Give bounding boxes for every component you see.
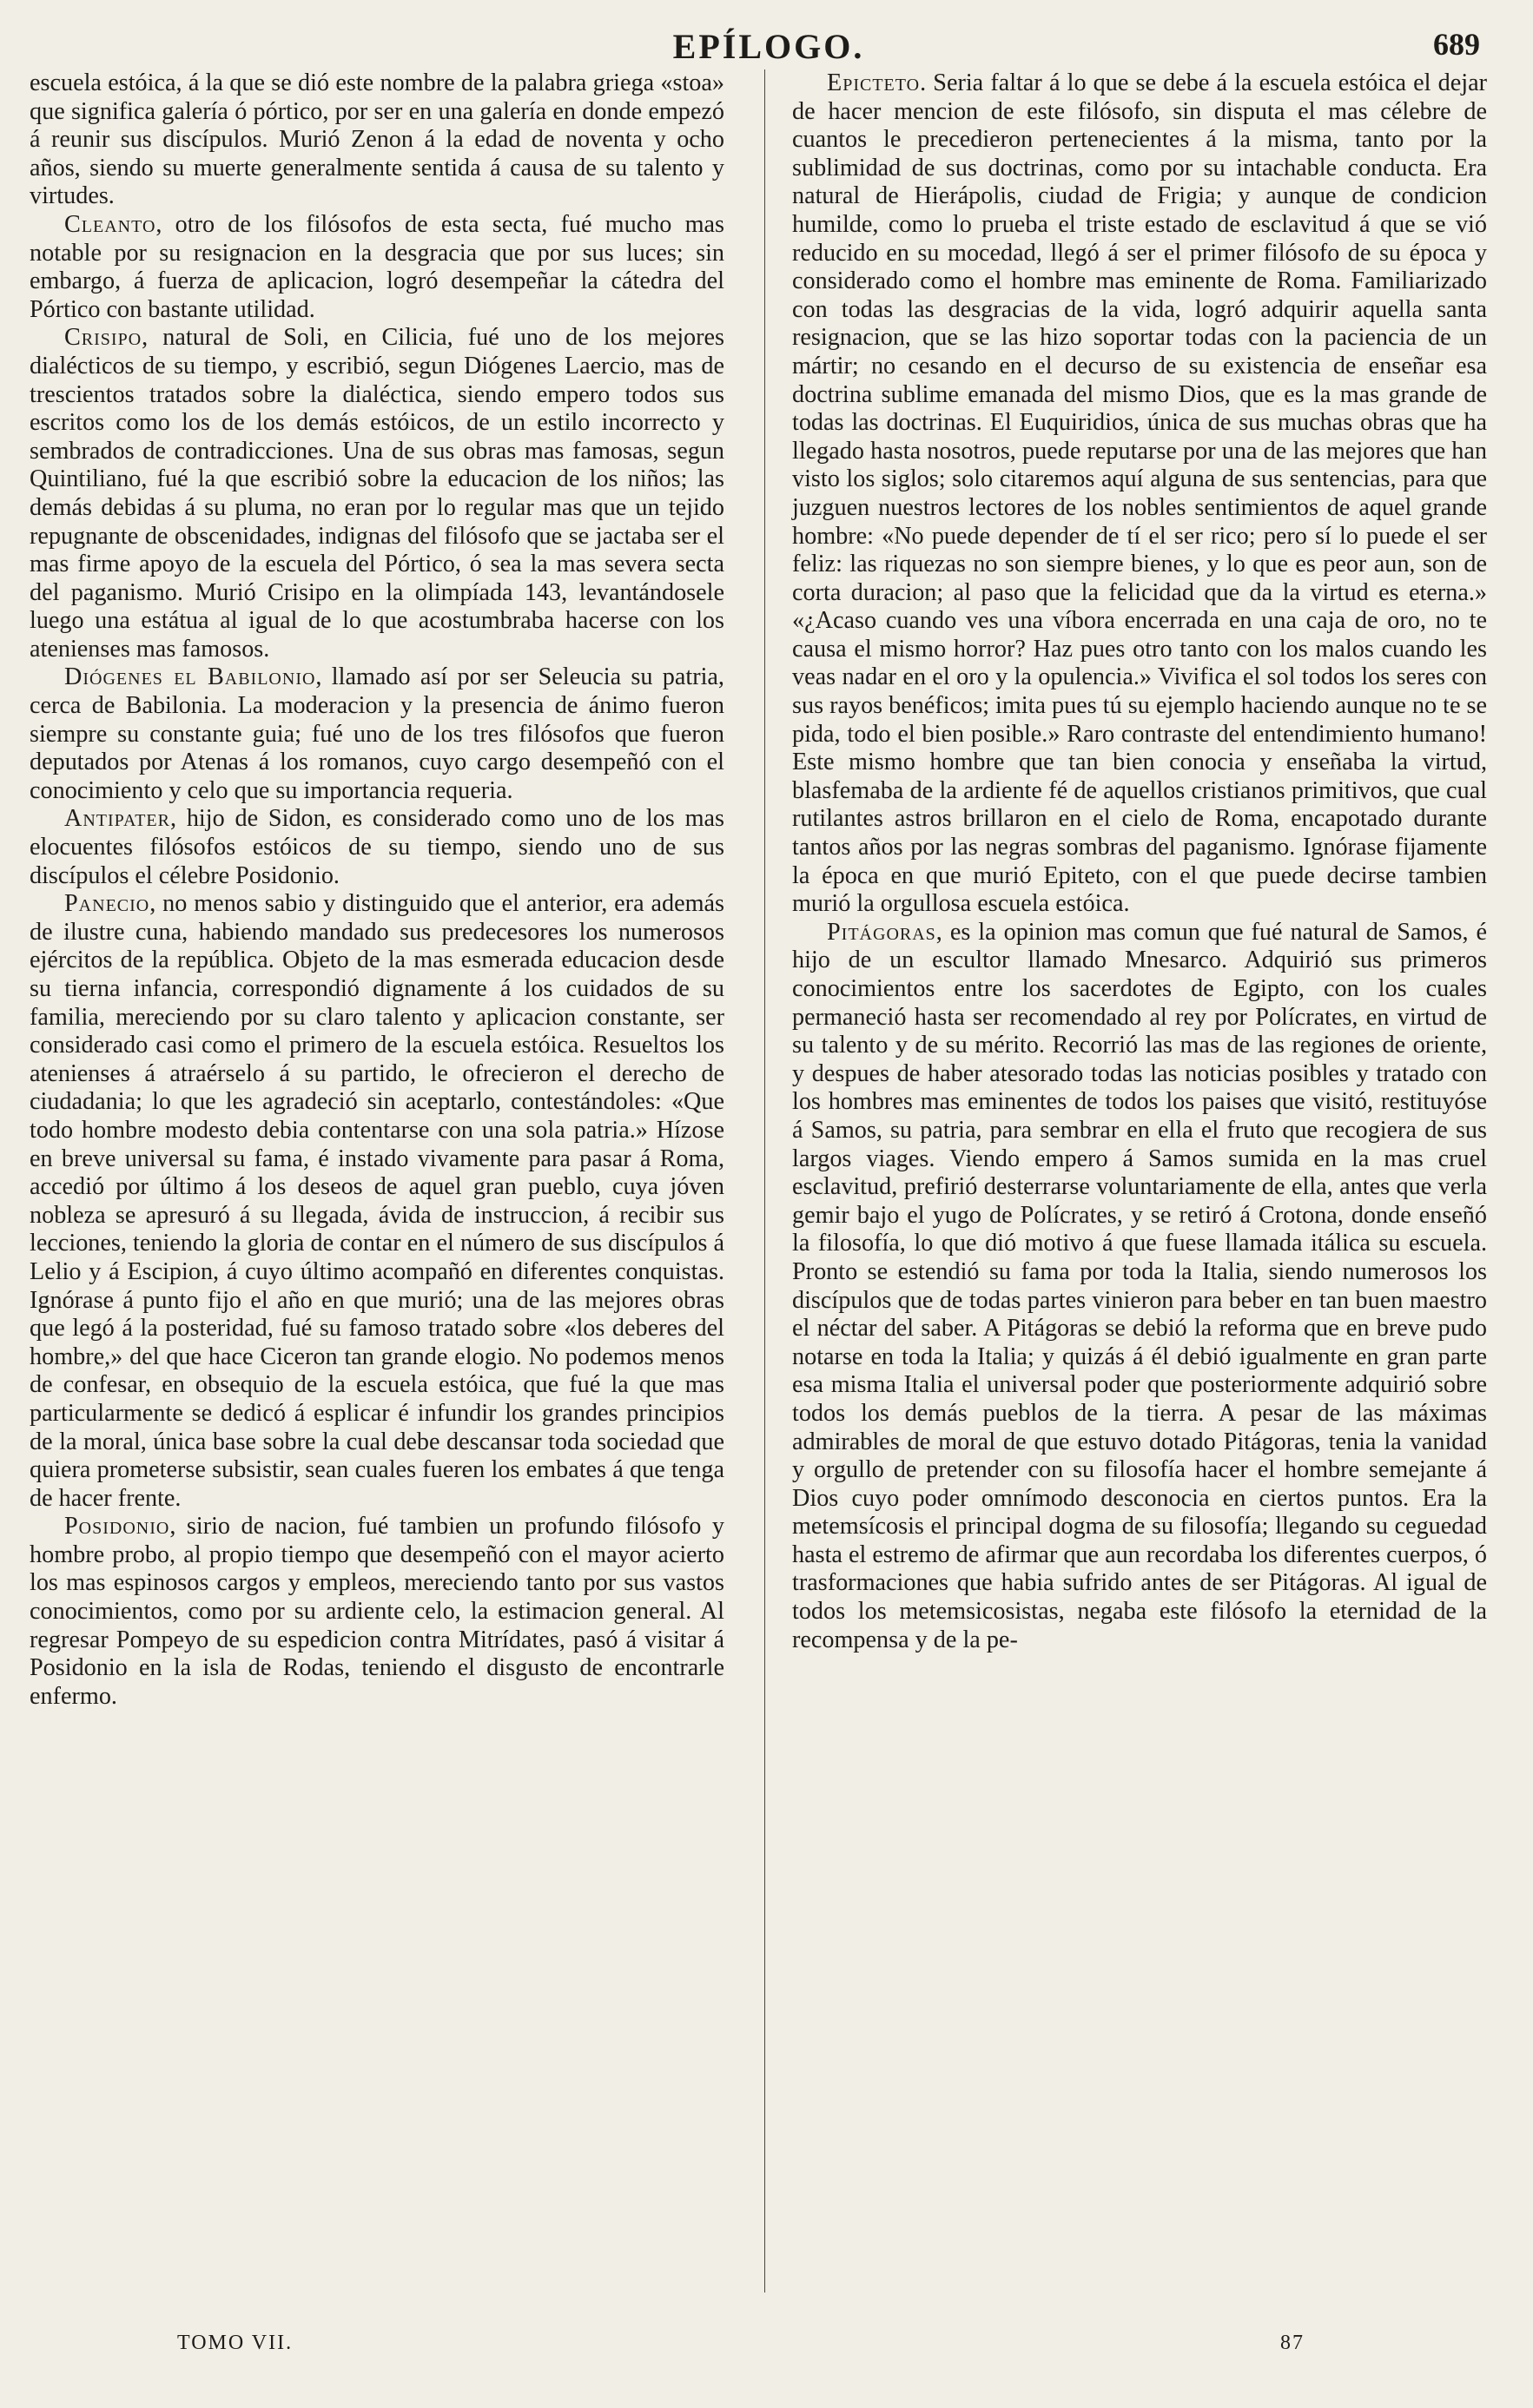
philosopher-name: Diógenes el Babilonio xyxy=(64,663,316,691)
page-number: 689 xyxy=(1433,27,1480,62)
philosopher-name: Crisipo xyxy=(64,324,142,352)
signature-mark: 87 xyxy=(1280,2332,1305,2354)
paragraph-text: . Seria faltar á lo que se debe á la escuela estóica el dejar de hacer mencion de este filósofo, sin disputa el mas célebre de cuantos le precedieron pertenecientes á la misma, tanto por la sublimidad de sus doctrinas, como por su intachable conducta. Era natural de Hierápolis, ciudad de Frigia; y aunque de condicion humilde, como lo prueba el triste estado de esclavitud á que se vió reducido en su mocedad, llegó á ser el primer filósofo de su época y considerado como el hombre mas eminente de Roma. Familiarizado con todas las desgracias de la vida, logró adquirir aquella santa resignacion, que se las hizo soportar todas con la paciencia de un mártir; no cesando en el decurso de su existencia de enseñar esa doctrina sublime emanada del mismo Dios, que es la mas grande de todas las doctrinas. El Euquiridios, única de sus muchas obras que ha llegado hasta nosotros, puede reputarse por una de las mejores que han visto los siglos; solo citaremos aquí alguna de sus sentencias, para que juzguen nuestros lectores de los nobles sentimientos de aquel grande hombre: «No puede depender de tí el ser rico; pero sí lo puede el ser feliz: las riquezas no son siempre bienes, y lo que es peor aun, son de corta duracion; al paso que la felicidad que da la virtud es eterna.» «¿Acaso cuando ves una víbora encerrada en una caja de oro, no te causa el mismo horror? Haz pues otro tanto con los malos cuando les veas nadar en el oro y la opulencia.» Vivifica el sol todos los seres con sus rayos benéficos; imita pues tú su ejemplo haciendo aunque no te se pida, todo el bien posible.» Raro contraste del entendimiento humano! Este mismo hombre que tan bien conocia y enseñaba la virtud, blasfemaba de la ardiente fé de aquellos cristianos primitivos, que cual rutilantes astros brillaron en el cielo de Roma, encapotado durante tantos años por las negras sombras del paganismo. Ignórase fijamente la época en que murió Epiteto, con el que puede decirse tambien murió la orgullosa escuela estóica. xyxy=(792,69,1488,918)
paragraph xyxy=(30,890,724,1513)
paragraph xyxy=(30,69,724,211)
paragraph-text: , es la opinion mas comun que fué natural de Samos, é hijo de un escultor llamado Mnesarco. Adquirió sus primeros conocimientos entre los sacerdotes de Egipto, con los cuales permaneció hasta ser recomendado al rey por Polícrates, en virtud de su talento y de su mérito. Recorrió las mas de las regiones de oriente, y despues de haber atesorado todas las noticias posibles y tratado con los hombres mas eminentes de todos los paises que visitó, restituyóse á Samos, su patria, para sembrar en ella el fruto que recogiera de sus largos viages. Viendo empero á Samos sumida en la mas cruel esclavitud, prefirió desterrarse voluntariamente de ella, antes que verla gemir bajo el yugo de Polícrates, y se retiró á Crotona, donde enseñó la filosofía, lo que dió motivo á que fuese llamada itálica su escuela. Pronto se estendió su fama por toda la Italia, siendo numerosos los discípulos que de todas partes vinieron para beber en tan buen maestro el néctar del saber. A Pitágoras se debió la reforma que en breve pudo notarse en toda la Italia; y quizás á él debió igualmente en gran parte esa misma Italia el universal poder que posteriormente adquirió sobre todos los demás pueblos de la tierra. A pesar de las máximas admirables de moral de que estuvo dotado Pitágoras, tenia la vanidad y orgullo de pretender con su filosofía hacer el hombre semejante á Dios cuyo poder omnímodo desconocia en ciertos puntos. Era la metemsícosis el principal dogma de su filosofía; llegando su ceguedad hasta el estremo de afirmar que aun recordaba los diferentes cuerpos, ó trasformaciones que habia sufrido antes de ser Pitágoras. Al igual de todos los metemsicosistas, negaba este filósofo la eternidad de la recompensa y de la pe- xyxy=(792,918,1487,1653)
philosopher-name: Pitágoras xyxy=(827,918,936,946)
philosopher-name: Cleanto xyxy=(64,210,156,238)
page-footer xyxy=(30,2332,1506,2366)
paragraph xyxy=(30,805,724,890)
paragraph xyxy=(30,663,724,805)
paragraph xyxy=(30,211,724,324)
paragraph-text: , hijo de Sidon, es considerado como uno de los mas elocuentes filósofos estóicos de su tiempo, siendo uno de sus discípulos el célebre Posidonio. xyxy=(30,805,724,889)
paragraph-text: , llamado así por ser Seleucia su patria, cerca de Babilonia. La moderacion y la presencia de ánimo fueron siempre su constante guia; fué uno de los tres filósofos que fueron deputados por Atenas á los romanos, cuyo cargo desempeñó con el conocimiento y celo que su importancia requeria. xyxy=(30,663,724,804)
paragraph xyxy=(792,919,1487,1654)
philosopher-name: Epicteto xyxy=(827,69,921,96)
paragraph xyxy=(30,1513,724,1711)
right-column xyxy=(792,69,1487,1654)
text-columns xyxy=(30,69,1506,2310)
running-title: EPÍLOGO. xyxy=(672,27,865,66)
paragraph xyxy=(792,69,1487,919)
philosopher-name: Posidonio xyxy=(64,1513,170,1540)
paragraph xyxy=(30,324,724,663)
paragraph-text: , no menos sabio y distinguido que el anterior, era además de ilustre cuna, habiendo mandado sus predecesores los numerosos ejércitos de la república. Objeto de la mas esmerada educacion desde su tierna infancia, correspondió dignamente á los cuidados de su familia, mereciendo por su claro talento y aplicacion constante, ser considerado casi como el primero de la escuela estóica. Resueltos los atenienses á atraérselo á su partido, le ofrecieron el derecho de ciudadania; lo que les agradeció sin aceptarlo, contestándoles: «Que todo hombre modesto debia contentarse con una sola patria.» Hízose en breve universal su fama, é instado vivamente para pasar á Roma, accedió por último á los deseos de aquel gran pueblo, cuya jóven nobleza se apresuró á su llegada, ávida de instruccion, á recibir sus lecciones, teniendo la gloria de contar en el número de sus discípulos á Lelio y á Escipion, á cuyo último acompañó en diferentes conquistas. Ignórase á punto fijo el año en que murió; una de las mejores obras que legó á la posteridad, fué su famoso tratado sobre «los deberes del hombre,» del que hace Ciceron tan grande elogio. No podemos menos de confesar, en obsequio de la escuela estóica, que fué la que mas particularmente se dedicó á esplicar é infundir los grandes principios de la moral, única base sobre la cual debe descansar toda sociedad que quiera prometerse subsistir, sean cuales fueren los embates á que tenga de hacer frente. xyxy=(30,890,724,1512)
paragraph-text: , otro de los filósofos de esta secta, fué mucho mas notable por su resignacion en la desgracia que por sus luces; sin embargo, á fuerza de aplicacion, logró desempeñar la cátedra del Pórtico con bastante utilidad. xyxy=(30,210,724,323)
page-header xyxy=(52,26,1485,68)
philosopher-name: Antipater xyxy=(64,805,170,833)
left-column xyxy=(30,69,724,1711)
volume-label: TOMO VII. xyxy=(177,2332,294,2354)
philosopher-name: Panecio xyxy=(64,890,150,918)
paragraph-text: , natural de Soli, en Cilicia, fué uno de los mejores dialécticos de su tiempo, y escribió, segun Diógenes Laercio, mas de trescientos tratados sobre la dialéctica, siendo empero todos sus escritos como los de los demás estóicos, de un estilo incorrecto y sembrados de contradicciones. Una de sus obras mas famosas, segun Quintiliano, fué la que escribió sobre la educacion de los niños; las demás debidas á su pluma, no eran por lo regular mas que un tejido repugnante de obscenidades, indignas del filósofo que se jactaba ser el mas firme apoyo de la escuela del Pórtico, ó sea la mas severa secta del paganismo. Murió Crisipo en la olimpíada 143, levantándosele luego una estátua al igual de lo que acostumbraba hacerse con los atenienses mas famosos. xyxy=(30,324,724,663)
paragraph-text: , sirio de nacion, fué tambien un profundo filósofo y hombre probo, al propio tiempo que desempeñó con el mayor acierto los mas espinosos cargos y empleos, mereciendo tanto por sus vastos conocimientos, como por su ardiente celo, la estimacion general. Al regresar Pompeyo de su espedicion contra Mitrídates, pasó á visitar á Posidonio en la isla de Rodas, teniendo el disgusto de encontrarle enfermo. xyxy=(30,1513,724,1710)
paragraph-text: escuela estóica, á la que se dió este nombre de la palabra griega «stoa» que significa galería ó pórtico, por ser en una galería en donde empezó á reunir sus discípulos. Murió Zenon á la edad de noventa y ocho años, siendo su muerte generalmente sentida á causa de su talento y virtudes. xyxy=(30,69,724,210)
column-divider xyxy=(764,69,765,2293)
